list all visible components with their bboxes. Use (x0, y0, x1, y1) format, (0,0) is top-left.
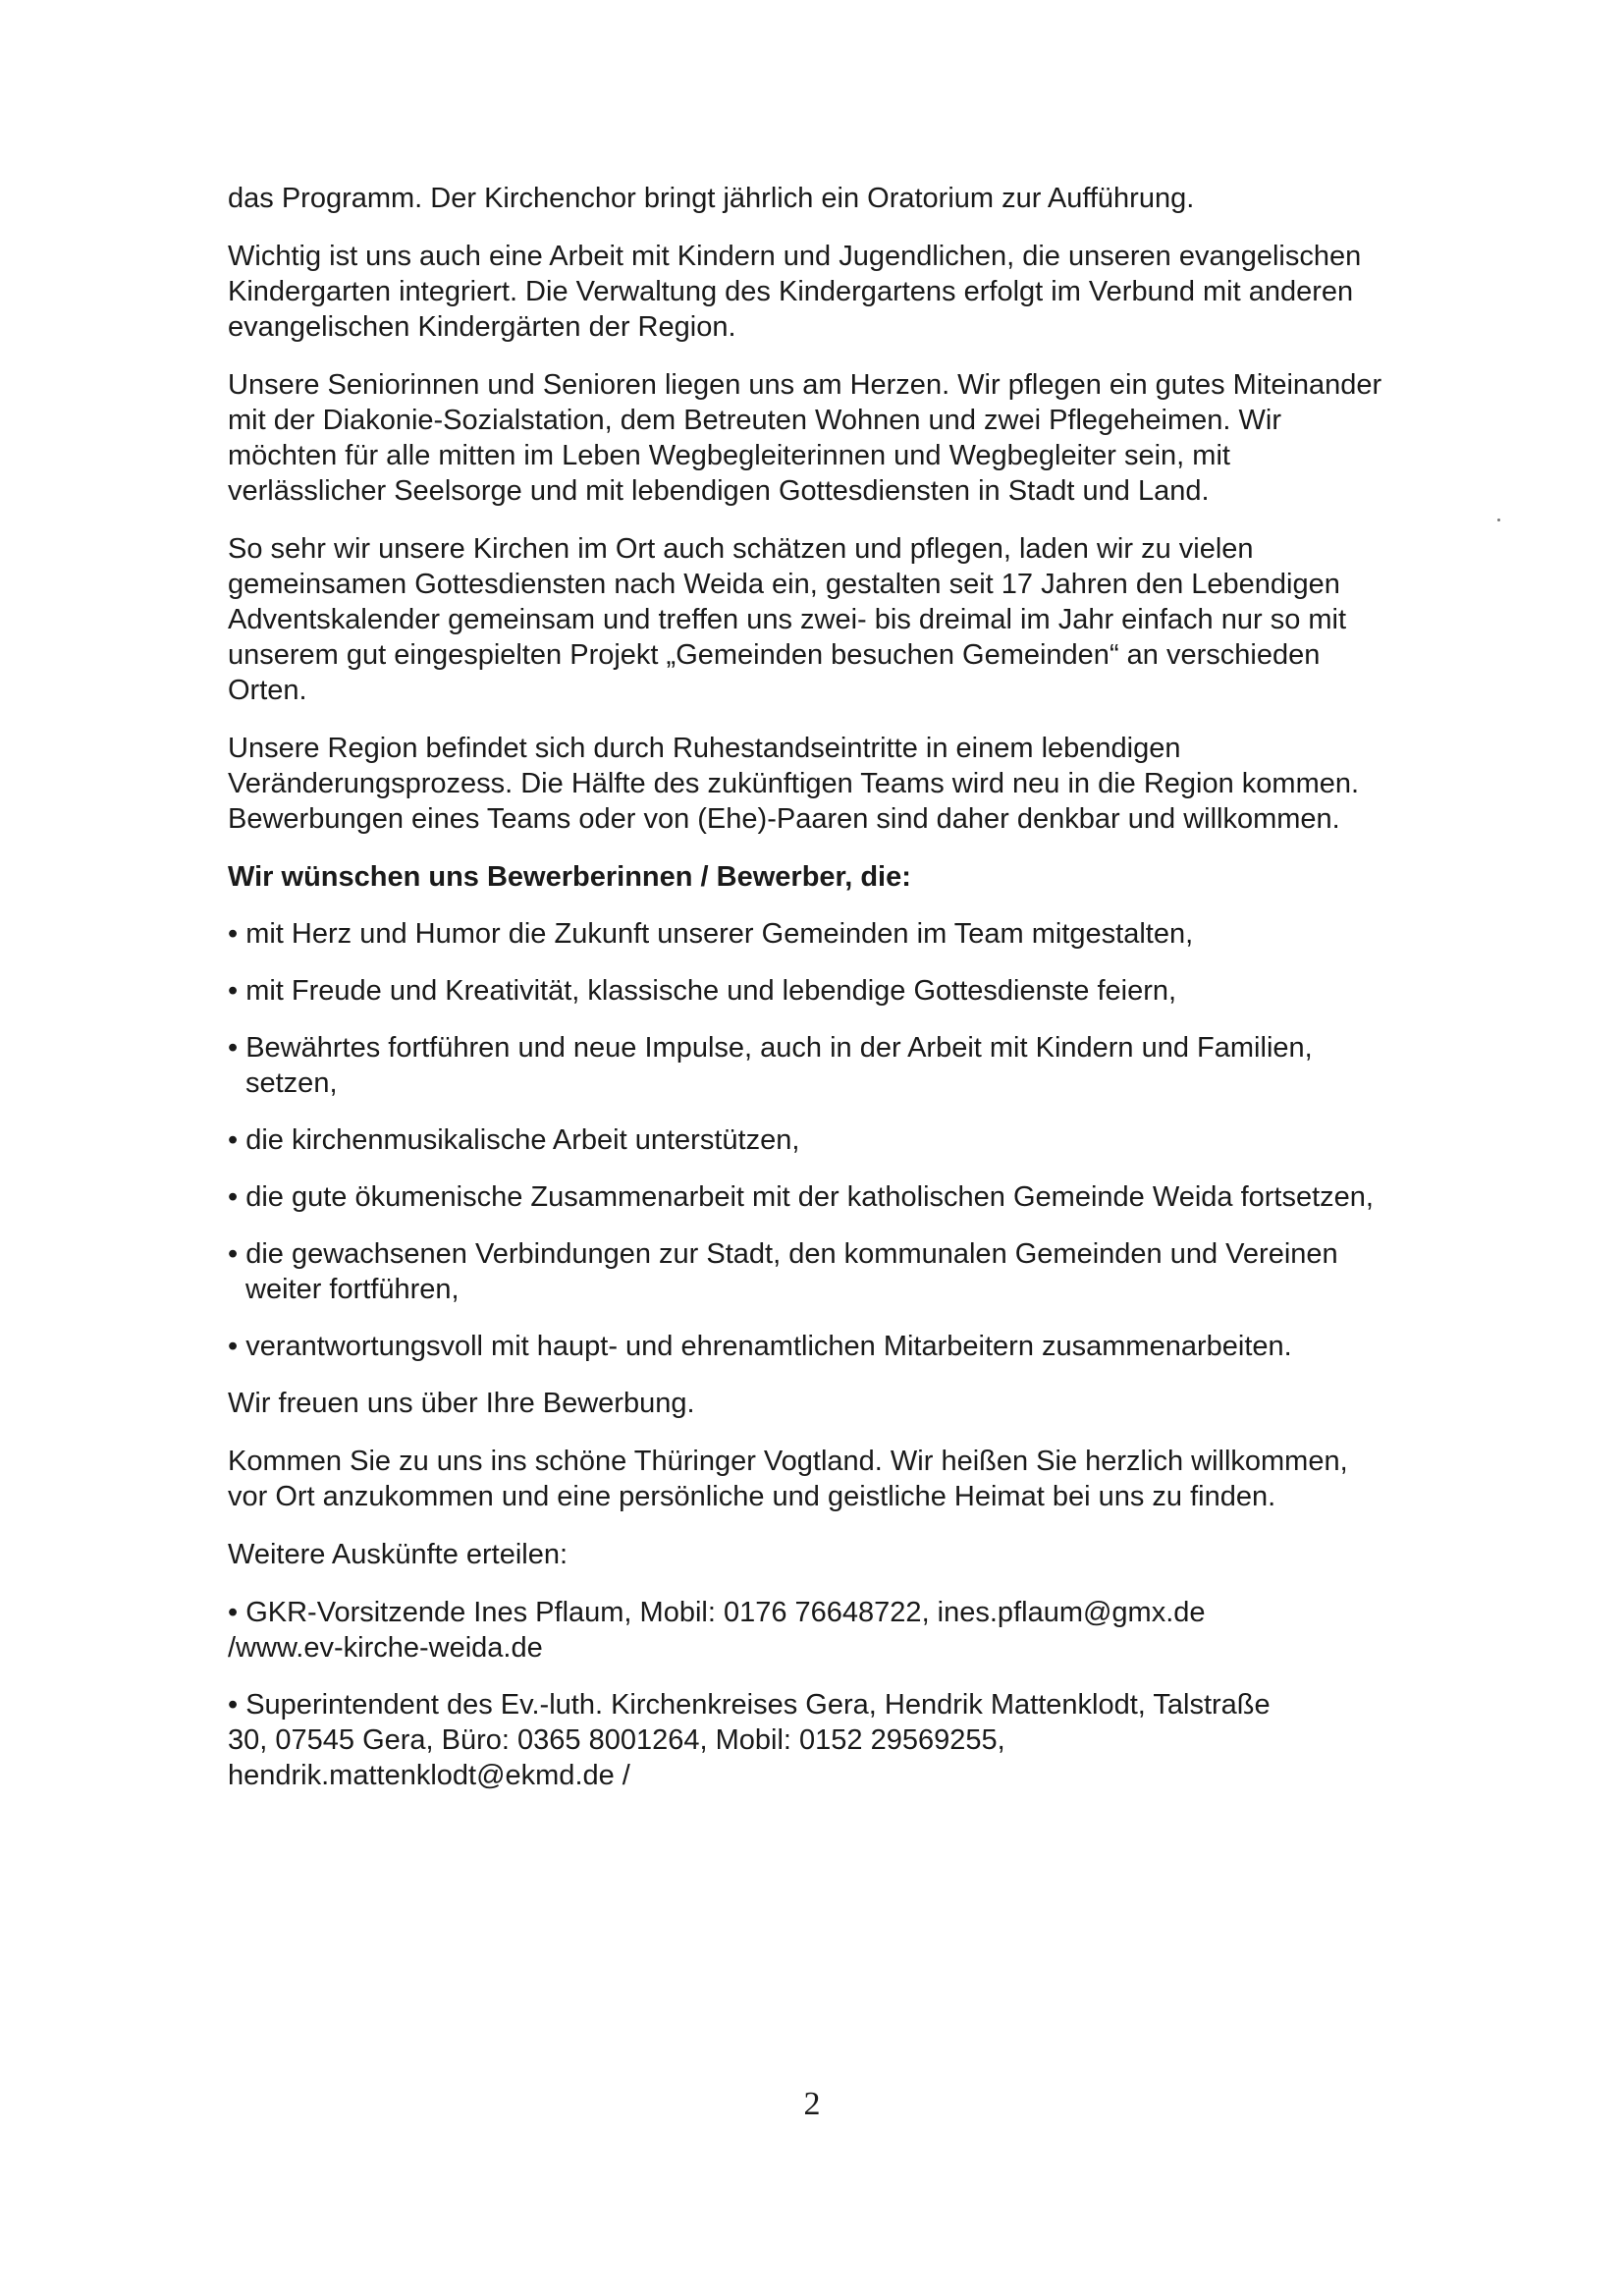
contact-line: 30, 07545 Gera, Büro: 0365 8001264, Mobil: 0152 29569255, (228, 1724, 1005, 1756)
paragraph-region: Unsere Region befindet sich durch Ruhestandseintritte in einem lebendigen Veränderungsprozess. Die Hälfte des zukünftigen Teams wird neu in die Region kommen. Bewerbungen eines Teams oder von (Ehe)-Paaren sind daher denkbar und willkommen. (228, 733, 1360, 835)
wish-item: • die kirchenmusikalische Arbeit unterstützen, (228, 1124, 800, 1156)
wishes-heading: Wir wünschen uns Bewerberinnen / Bewerber, die: (228, 861, 911, 893)
contact-line: • GKR-Vorsitzende Ines Pflaum, Mobil: 0176 76648722, ines.pflaum@gmx.de (228, 1597, 1206, 1628)
wish-item: • die gute ökumenische Zusammenarbeit mit der katholischen Gemeinde Weida fortsetzen, (228, 1181, 1374, 1213)
wish-item (228, 1030, 1386, 1101)
contact-item (228, 1595, 1386, 1666)
contacts-heading: Weitere Auskünfte erteilen: (228, 1539, 568, 1570)
wish-item: • verantwortungsvoll mit haupt- und ehrenamtlichen Mitarbeitern zusammenarbeiten. (228, 1331, 1292, 1362)
paragraph-churches: So sehr wir unsere Kirchen im Ort auch schätzen und pflegen, laden wir zu vielen gemeinsamen Gottesdiensten nach Weida ein, gestalten seit 17 Jahren den Lebendigen Adventskalender gemeinsam und treffen uns zwei- bis dreimal im Jahr einfach nur so mit unserem gut eingespielten Projekt „Gemeinden besuchen Gemeinden“ an verschieden Orten. (228, 533, 1347, 706)
wish-item-continuation: weiter fortführen, (245, 1274, 460, 1305)
document-body (228, 181, 1386, 1815)
paragraph-program: das Programm. Der Kirchenchor bringt jährlich ein Oratorium zur Aufführung. (228, 183, 1195, 214)
paragraph-seniors: Unsere Seniorinnen und Senioren liegen uns am Herzen. Wir pflegen ein gutes Miteinander mit der Diakonie-Sozialstation, dem Betreuten Wohnen und zwei Pflegeheimen. Wir möchten für alle mitten im Leben Wegbegleiterinnen und Wegbegleiter sein, mit verlässlicher Seelsorge und mit lebendigen Gottesdiensten in Stadt und Land. (228, 369, 1382, 507)
contact-item (228, 1687, 1386, 1793)
wish-item-continuation: setzen, (245, 1067, 338, 1099)
contact-line: /www.ev-kirche-weida.de (228, 1632, 543, 1664)
wish-item: • mit Freude und Kreativität, klassische und lebendige Gottesdienste feiern, (228, 975, 1177, 1007)
paragraph-children: Wichtig ist uns auch eine Arbeit mit Kindern und Jugendlichen, die unseren evangelischen Kindergarten integriert. Die Verwaltung des Kindergartens erfolgt im Verbund mit anderen evangelischen Kindergärten der Region. (228, 241, 1362, 343)
contact-line: hendrik.mattenklodt@ekmd.de / (228, 1760, 630, 1791)
wish-item-line: • die gewachsenen Verbindungen zur Stadt, den kommunalen Gemeinden und Vereinen (228, 1238, 1338, 1270)
page-number: 2 (803, 2086, 821, 2122)
contact-line: • Superintendent des Ev.-luth. Kirchenkreises Gera, Hendrik Mattenklodt, Talstraße (228, 1689, 1271, 1721)
scan-speck (1497, 519, 1500, 521)
wish-item (228, 1236, 1386, 1307)
closing-invitation: Kommen Sie zu uns ins schöne Thüringer Vogtland. Wir heißen Sie herzlich willkommen, vor Ort anzukommen und eine persönliche und geistliche Heimat bei uns zu finden. (228, 1446, 1348, 1512)
wish-item-line: • Bewährtes fortführen und neue Impulse, auch in der Arbeit mit Kindern und Familien, (228, 1032, 1313, 1064)
wish-item: • mit Herz und Humor die Zukunft unserer Gemeinden im Team mitgestalten, (228, 918, 1194, 950)
closing-thanks: Wir freuen uns über Ihre Bewerbung. (228, 1388, 695, 1419)
